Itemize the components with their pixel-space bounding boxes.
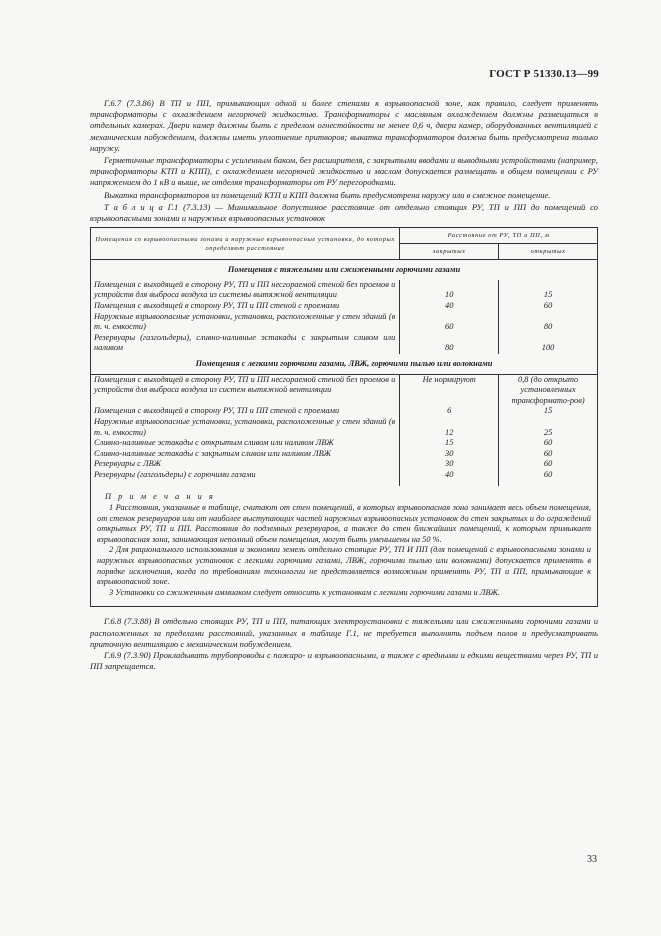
distance-table [90,227,598,607]
section-heavy-gases: Помещения с тяжелыми или сжиженными горючими газами [227,265,461,275]
row-name: Резервуары (газгольдеры), сливно-наливные эстакады с закрытым сливом или наливом [94,332,396,353]
section-light-gases: Помещения с легкими горючими газами, ЛВЖ, горючими пылью или волокнами [91,354,598,374]
row-closed: 30 [400,449,499,460]
row-open: 60 [499,449,598,460]
paragraph-rollout: Выкатка трансформаторов из помещений КТП и КПП должна быть предусмотрена наружу или в смежное помещение. [104,189,551,200]
table-notes [91,486,598,607]
note-item: 2 Для рационального использования и экономии земель отдельно стоящие РУ, ТП И ПП (для помещений с взрывоопасными зонами и наружных взрывоопасных установок с легкими горючими газами, ЛВЖ, горючими пылью или волокнами) допускается применять в порядке исключения, когда по требованиям технологии не представляется возможным применять РУ, ТП и ПП, примыкающие к взрывоопасной зоне. [97,545,591,587]
row-closed: Не нормируют [400,374,499,406]
table-caption-label: Т а б л и ц а Г.1 (7.3.13) [104,201,211,212]
row-name: Помещения с выходящей в сторону РУ, ТП и ПП несгораемой стеной без проемов и устройств для выброса воздуха из систем вытяжной вентиляции [94,374,396,395]
row-name: Помещения с выходящей в сторону РУ, ТП и ПП стеной с проемами [94,301,340,311]
row-open: 60 [499,438,598,449]
row-name: Резервуары с ЛВЖ [94,459,162,469]
row-name: Помещения с выходящей в сторону РУ, ТП и ПП несгораемой стеной без проемов и устройств для выброса воздуха из системы вытяжной вентиляции [94,279,396,300]
row-closed: 60 [400,312,499,333]
row-open: 15 [499,280,598,301]
row-open: 15 [499,406,598,417]
row-open: 60 [499,470,598,486]
note-item: 3 Установки со сжиженным аммиаком следует относить к установкам с легкими горючими газами и ЛВЖ. [109,587,500,597]
page-number: 33 [587,854,597,865]
document-code: ГОСТ Р 51330.13—99 [489,68,599,80]
row-closed: 10 [400,280,499,301]
table-caption-text: — Минимальное допустимое расстояние от отдельно стоящих РУ, ТП и ПП до помещений со взрывоопасными зонами и наружных взрывоопасных установок [90,201,598,224]
header-closed: закрытых [400,244,499,260]
row-closed: 80 [400,333,499,354]
row-open: 0,8 (до открыто установленных трансформато-ров) [499,374,598,406]
row-closed: 40 [400,301,499,312]
row-open: 80 [499,312,598,333]
page-body [90,98,598,672]
row-name: Помещения с выходящей в сторону РУ, ТП и ПП стеной с проемами [94,406,340,416]
notes-title: П р и м е ч а н и я [105,491,216,501]
row-closed: 6 [400,406,499,417]
row-open: 60 [499,459,598,470]
row-open: 60 [499,301,598,312]
row-name: Сливно-наливные эстакады с открытым сливом или наливом ЛВЖ [94,438,334,448]
row-name: Сливно-наливные эстакады с закрытым сливом или наливом ЛВЖ [94,448,332,458]
row-name: Резервуары (газгольдеры) с горючими газами [94,469,256,479]
row-open: 100 [499,333,598,354]
header-open: открытых [499,244,598,260]
row-closed: 12 [400,417,499,438]
note-item: 1 Расстояния, указанные в таблице, считают от стен помещений, в которых взрывоопасная зона занимает весь объем помещения, от стенок резервуаров или от наиболее выступающих частей наружных взрывоопасных установок до стен закрытых и до ограждений открытых РУ, ТП и ПП. Расстояния до подземных резервуаров, а также до стен ближайших помещений, к которым примыкает взрывоопасная зона, занимающая неполный объем помещения, могут быть уменьшены на 50 %. [97,503,591,544]
paragraph-g68: Г.6.8 (7.3.88) В отдельно стоящих РУ, ТП и ПП, питающих электроустановки с тяжелыми или сжиженными горючими газами и расположенных за пределами расстояний, указанных в таблице Г.1, не требуется выполнять подъем полов и предусматривать приточную вентиляцию с механическим побуждением. [90,616,598,649]
table-caption [90,202,598,224]
header-distance: Расстояние от РУ, ТП и ПП, м [400,228,598,244]
row-name: Наружные взрывоопасные установки, установки, расположенные у стен зданий (в т. ч. емкости) [94,416,396,437]
after-table-text [90,616,598,672]
row-open: 25 [499,417,598,438]
row-closed: 15 [400,438,499,449]
row-name: Наружные взрывоопасные установки, установки, расположенные у стен зданий (в т. ч. емкости) [94,311,396,332]
paragraph-hermetic: Герметичные трансформаторы с усиленным баком, без расширителя, с закрытыми вводами и выводными устройствами (например, трансформаторы КТП и КПП), с охлаждением негорючей жидкостью и маслом допускается размещать в общем помещении с РУ напряжением до 1 кВ и выше, не отделяя трансформаторы от РУ перегородками. [90,155,598,188]
paragraph-g69: Г.6.9 (7.3.90) Прокладывать трубопроводы с пожаро- и взрывоопасными, а также с вредными и едкими веществами через РУ, ТП и ПП запрещается. [90,650,598,672]
row-closed: 40 [400,470,499,486]
header-main: Помещения со взрывоопасными зонами и наружные взрывоопасные установки, до которых определяют расстояние [91,228,400,260]
paragraph-g67: Г.6.7 (7.3.86) В ТП и ПП, примыкающих одной и более стенами к взрывоопасной зоне, как правило, следует применять трансформаторы с охлаждением негорючей жидкостью. Трансформаторы с масляным охлаждением должны размещаться в отдельных камерах. Двери камер должны быть с пределом огнестойкости не менее 0,6 ч, двери камер, оборудованных вентиляцией с механическим побуждением, должны иметь уплотнение притворов; выкатка трансформаторов должна быть предусмотрена только наружу. [90,98,598,153]
row-closed: 30 [400,459,499,470]
